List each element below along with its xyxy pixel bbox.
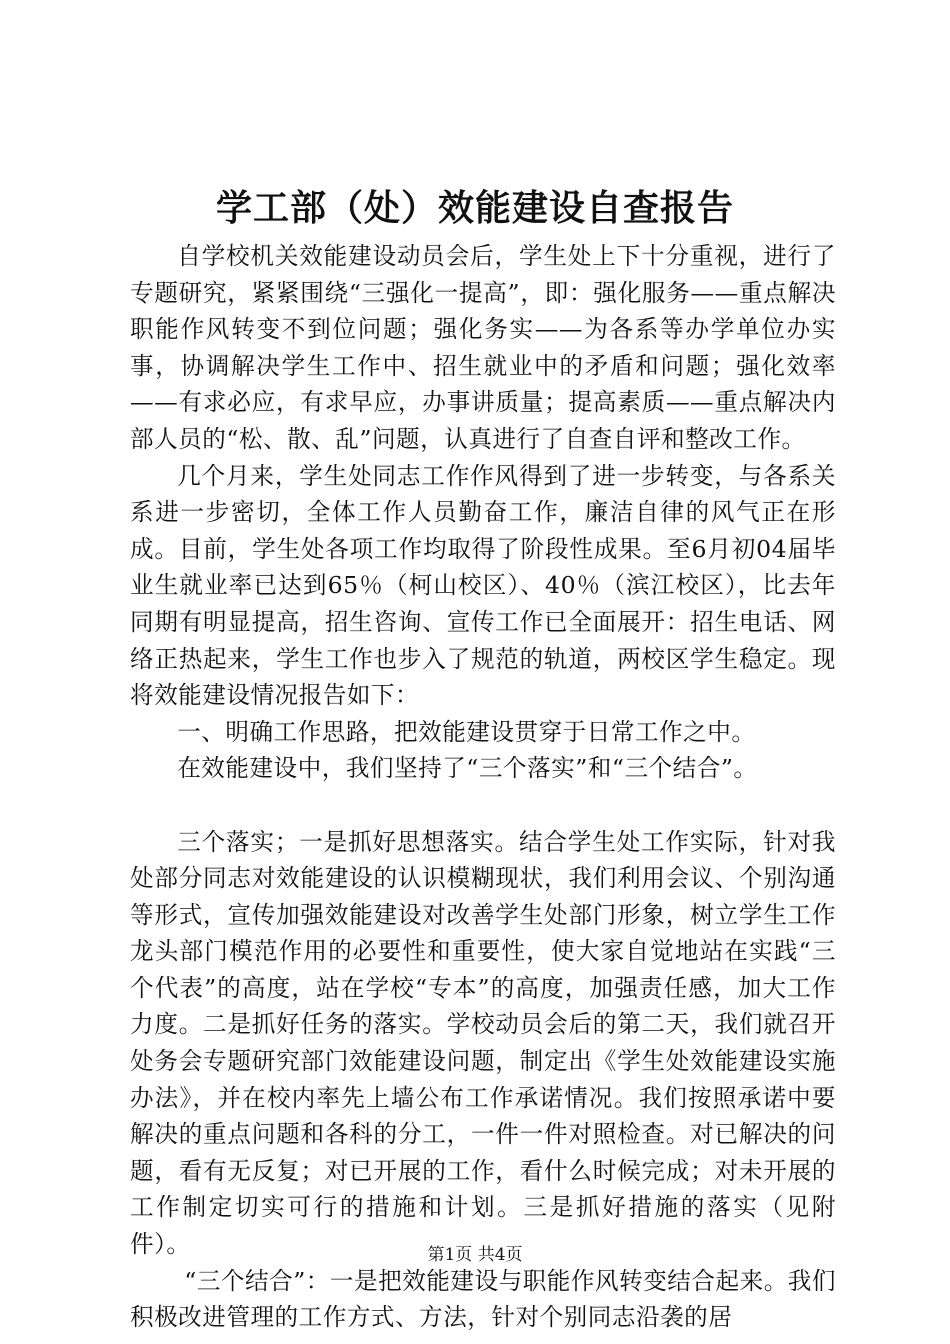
paragraph-section-heading: 一、明确工作思路，把效能建设贯穿于日常工作之中。 — [177, 717, 756, 746]
page-footer: 第1页 共4页 — [427, 1245, 523, 1265]
paragraph-three-combinations: “三个结合”：一是把效能建设与职能作风转变结合起来。我们积极改进管理的工作方式、方法，针对个别同志沿袭的居 — [130, 1266, 836, 1332]
paragraph-three-implementations: 三个落实；一是抓好思想落实。结合学生处工作实际，针对我处部分同志对效能建设的认识模糊现状，我们利用会议、个别沟通等形式，宣传加强效能建设对改善学生处部门形象，树立学生工作龙头部门模范作用的必要性和重要性，使大家自觉地站在实践“三个代表”的高度，站在学校“专本”的高度，加强责任感，加大工作力度。二是抓好任务的落实。学校动员会后的第二天，我们就召开处务会专题研究部门效能建设问题，制定出《学生处效能建设实施办法》，并在校内率先上墙公布工作承诺情况。我们按照承诺中要解决的重点问题和各科的分工，一件一件对照检查。对已解决的问题，看有无反复；对已开展的工作，看什么时候完成；对未开展的工作制定切实可行的措施和计划。三是抓好措施的落实（见附件）。 — [130, 827, 836, 1259]
paragraph-spacer — [130, 787, 836, 824]
paragraph-progress: 几个月来，学生处同志工作作风得到了进一步转变，与各系关系进一步密切，全体工作人员勤奋工作，廉洁自律的风气正在形成。目前，学生处各项工作均取得了阶段性成果。至6月初04届毕业生就业率已达到65％（柯山校区）、40％（滨江校区），比去年同期有明显提高，招生咨询、宣传工作已全面展开：招生电话、网络正热起来，学生工作也步入了规范的轨道，两校区学生稳定。现将效能建设情况报告如下： — [130, 461, 836, 710]
paragraph-intro: 自学校机关效能建设动员会后，学生处上下十分重视，进行了专题研究，紧紧围绕“三强化一提高”，即：强化服务——重点解决职能作风转变不到位问题；强化务实——为各系等办学单位办实事，协调解决学生工作中、招生就业中的矛盾和问题；强化效率——有求必应，有求早应，办事讲质量；提高素质——重点解决内部人员的“松、散、乱”问题，认真进行了自查自评和整改工作。 — [130, 242, 836, 453]
document-title: 学工部（处）效能建设自查报告 — [215, 187, 734, 229]
document-body — [130, 238, 836, 1336]
paragraph-principles: 在效能建设中，我们坚持了“三个落实”和“三个结合”。 — [177, 754, 758, 783]
